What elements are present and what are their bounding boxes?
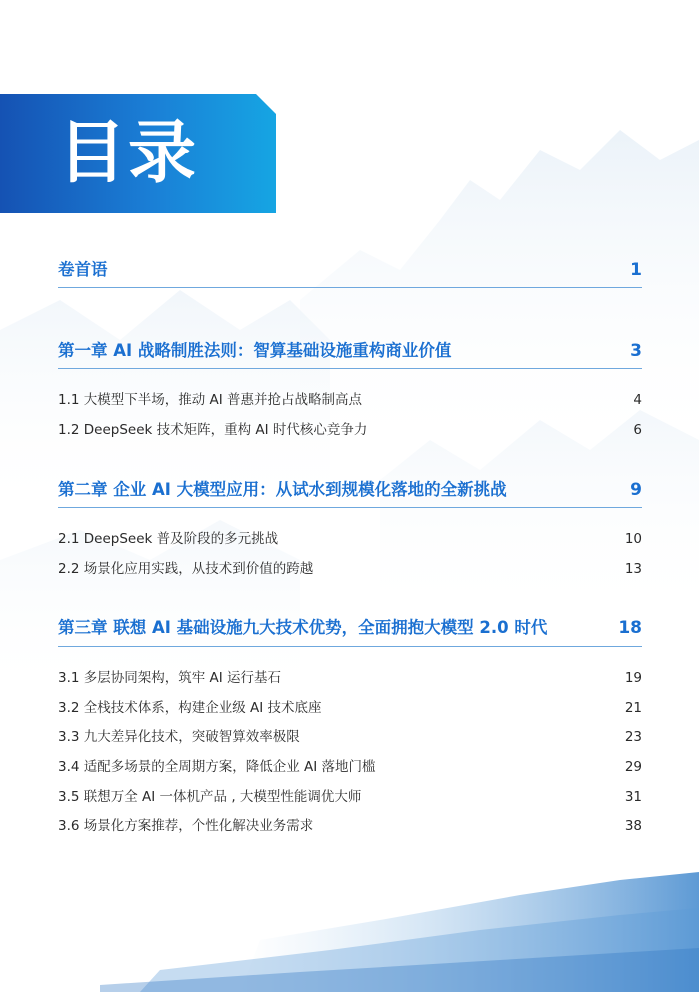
toc-entry-page: 6 [633,422,642,438]
toc-entry-page: 29 [624,759,642,775]
toc-entry-chapter-3[interactable] [58,614,642,638]
toc-entry-page: 31 [624,789,642,805]
divider [58,507,642,508]
toc-entry-page: 13 [624,561,642,577]
toc-entry-label: 3.1 多层协同架构，筑牢 AI 运行基石 [58,670,282,686]
toc-entry-label: 第一章 AI 战略制胜法则：智算基础设施重构商业价值 [58,341,452,360]
toc-entry-label: 卷首语 [58,260,108,279]
toc-entry-label: 3.4 适配多场景的全周期方案，降低企业 AI 落地门槛 [58,759,376,775]
toc-entry-page: 19 [624,670,642,686]
toc-entry-section-1-2[interactable] [58,418,642,438]
divider [58,646,642,647]
toc-entry-page: 10 [624,531,642,547]
toc-entry-chapter-1[interactable] [58,337,642,361]
toc-entry-section-3-6[interactable] [58,814,642,834]
divider [58,287,642,288]
toc-entry-section-1-1[interactable] [58,388,642,408]
toc-entry-section-3-5[interactable] [58,785,642,805]
toc-entry-preface[interactable] [58,256,642,280]
toc-entry-section-2-2[interactable] [58,557,642,577]
toc-entry-label: 第三章 联想 AI 基础设施九大技术优势，全面拥抱大模型 2.0 时代 [58,618,548,637]
toc-entry-page: 21 [624,700,642,716]
toc-entry-label: 3.5 联想万全 AI 一体机产品 , 大模型性能调优大师 [58,789,362,805]
toc-entry-section-2-1[interactable] [58,527,642,547]
toc-entry-label: 2.2 场景化应用实践，从技术到价值的跨越 [58,561,314,577]
toc-entry-label: 2.1 DeepSeek 普及阶段的多元挑战 [58,531,279,547]
toc-entry-chapter-2[interactable] [58,476,642,500]
toc-entry-page: 9 [630,480,642,500]
toc-entry-label: 1.2 DeepSeek 技术矩阵，重构 AI 时代核心竞争力 [58,422,368,438]
toc-entry-label: 1.1 大模型下半场，推动 AI 普惠并抢占战略制高点 [58,392,363,408]
toc-entry-page: 18 [618,618,642,638]
divider [58,368,642,369]
toc-entry-label: 3.6 场景化方案推荐，个性化解决业务需求 [58,818,314,834]
toc-entry-section-3-2[interactable] [58,696,642,716]
toc-entry-label: 3.3 九大差异化技术，突破智算效率极限 [58,729,300,745]
toc-entry-section-3-4[interactable] [58,755,642,775]
toc-entry-page: 38 [624,818,642,834]
toc-entry-section-3-3[interactable] [58,725,642,745]
page-title: 目录 [58,114,199,193]
toc-entry-section-3-1[interactable] [58,666,642,686]
toc-entry-page: 23 [624,729,642,745]
toc-entry-label: 第二章 企业 AI 大模型应用：从试水到规模化落地的全新挑战 [58,480,507,499]
toc-entry-page: 1 [630,260,642,280]
toc-entry-page: 4 [633,392,642,408]
toc-entry-page: 3 [630,341,642,361]
toc-entry-label: 3.2 全栈技术体系，构建企业级 AI 技术底座 [58,700,322,716]
